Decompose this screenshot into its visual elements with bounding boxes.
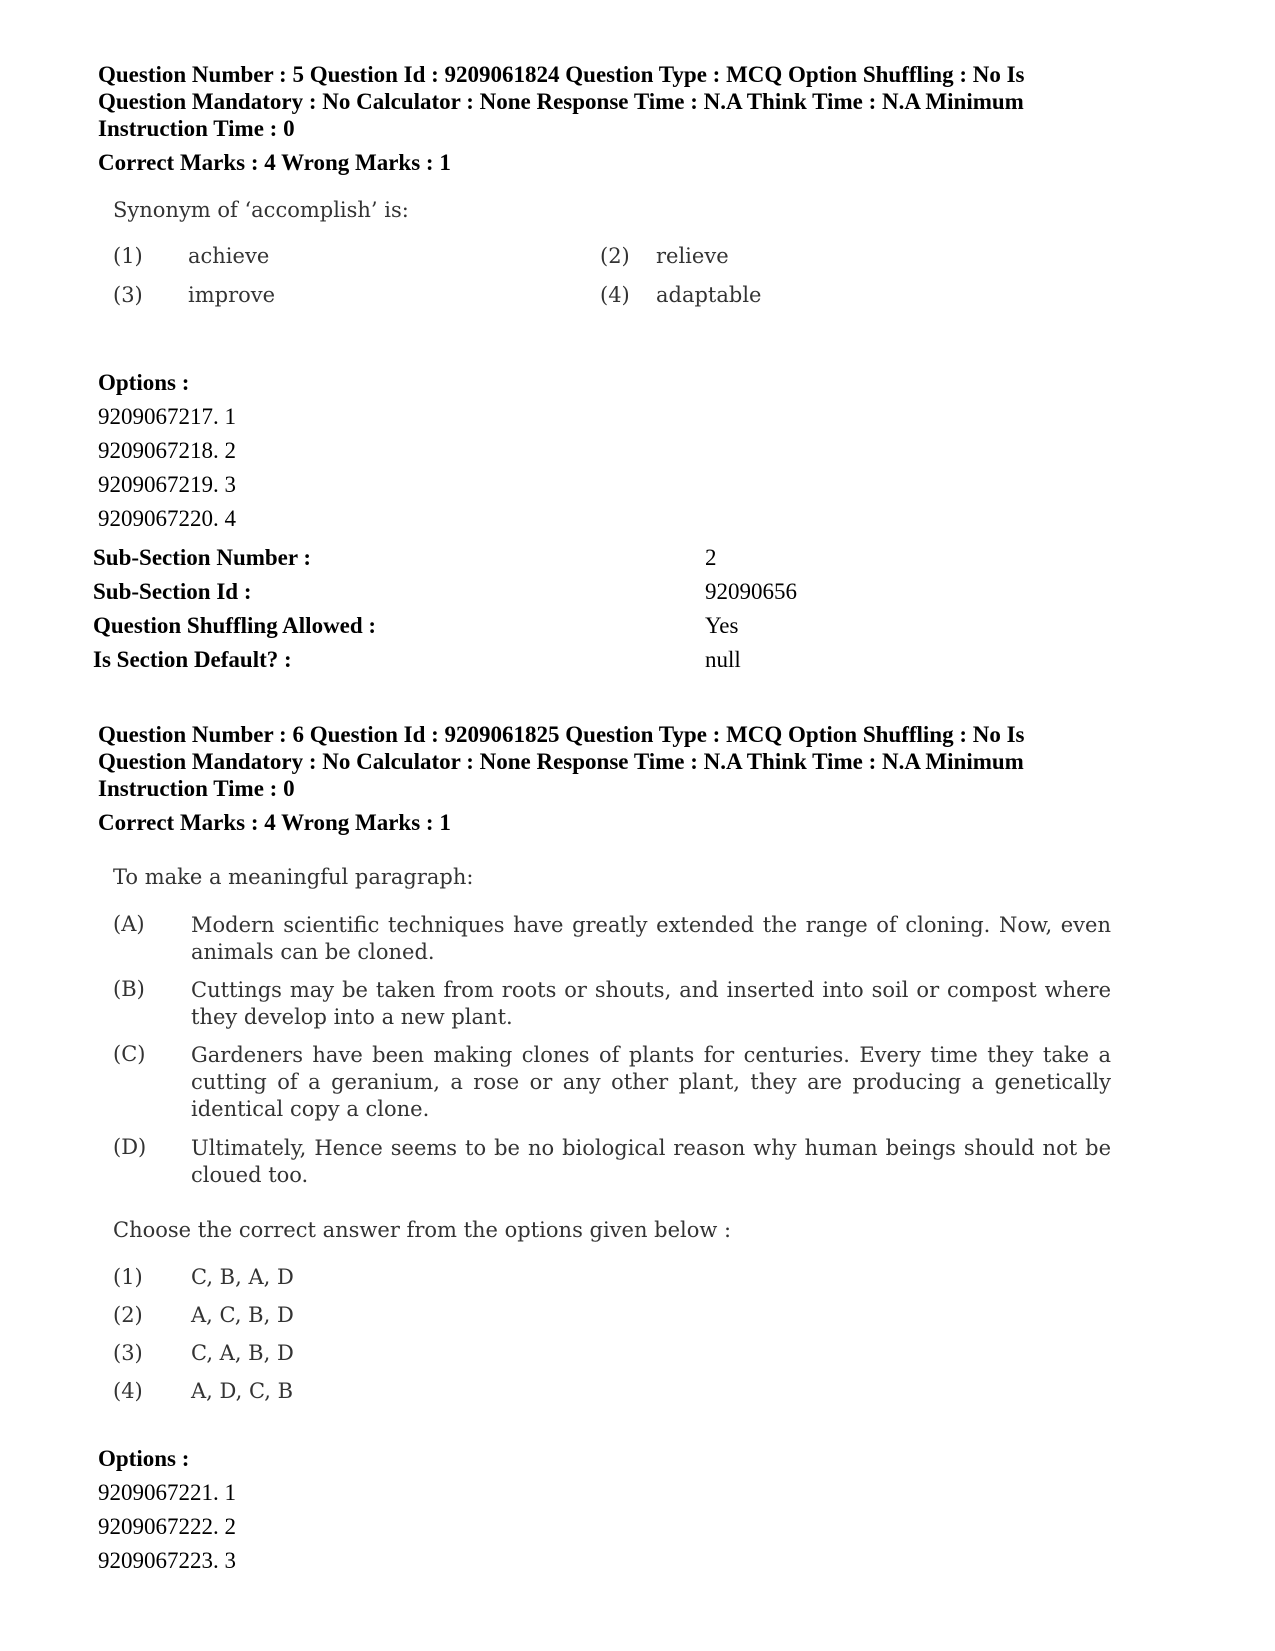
q6-choice-1-num: (1): [113, 1265, 143, 1289]
section-default-label: Is Section Default? :: [93, 647, 292, 672]
q6-para-a-text: Modern scientific techniques have greatly extended the range of cloning. Now, even animals can be cloned.: [191, 913, 1111, 964]
q5-choice-1-text: achieve: [188, 244, 270, 268]
q5-choice-4-num: (4): [600, 283, 630, 307]
q5-stem: Synonym of ‘accomplish’ is:: [113, 198, 409, 222]
subsection-number-label: Sub-Section Number :: [93, 545, 312, 570]
subsection-id-value: 92090656: [705, 579, 797, 604]
q5-option-3: 9209067219. 3: [98, 472, 236, 497]
q5-option-2: 9209067218. 2: [98, 438, 236, 463]
section-default-value: null: [705, 647, 741, 672]
q6-choice-1-text: C, B, A, D: [191, 1265, 294, 1289]
q6-para-b-label: (B): [113, 977, 145, 1001]
q5-option-4: 9209067220. 4: [98, 506, 236, 531]
q6-para-d-label: (D): [113, 1135, 147, 1159]
q6-options-title: Options :: [98, 1446, 190, 1471]
q5-choice-3-text: improve: [188, 283, 276, 307]
q5-option-1: 9209067217. 1: [98, 404, 236, 429]
q5-choice-1-num: (1): [113, 244, 143, 268]
subsection-number-value: 2: [705, 545, 717, 570]
question-shuffling-label: Question Shuffling Allowed :: [93, 613, 377, 638]
q5-choice-3-num: (3): [113, 283, 143, 307]
q6-marks: Correct Marks : 4 Wrong Marks : 1: [98, 810, 451, 835]
q5-meta: Question Number : 5 Question Id : 9209061824 Question Type : MCQ Option Shuffling : No Is Question Mandatory : No Calculator : None Response Time : N.A Think Time : N.A Minimum Instruction Time : 0: [98, 62, 1025, 141]
q6-choice-4-num: (4): [113, 1379, 143, 1403]
q6-option-2: 9209067222. 2: [98, 1514, 236, 1539]
q6-stem: To make a meaningful paragraph:: [113, 865, 474, 889]
q6-choice-3-text: C, A, B, D: [191, 1341, 294, 1365]
q6-choice-4-text: A, D, C, B: [191, 1379, 294, 1403]
q6-meta: Question Number : 6 Question Id : 9209061825 Question Type : MCQ Option Shuffling : No Is Question Mandatory : No Calculator : None Response Time : N.A Think Time : N.A Minimum Instruction Time : 0: [98, 722, 1025, 801]
q5-choice-4-text: adaptable: [656, 283, 762, 307]
q6-para-d-text: Ultimately, Hence seems to be no biological reason why human beings should not be cloued too.: [191, 1136, 1111, 1187]
subsection-id-label: Sub-Section Id :: [93, 579, 252, 604]
q6-choice-2-num: (2): [113, 1303, 143, 1327]
q5-choice-2-text: relieve: [656, 244, 729, 268]
q6-choice-3-num: (3): [113, 1341, 143, 1365]
q6-choice-2-text: A, C, B, D: [191, 1303, 294, 1327]
q6-para-c-text: Gardeners have been making clones of plants for centuries. Every time they take a cutting of a geranium, a rose or any other plant, they are producing a genetically identical copy a clone.: [191, 1043, 1111, 1121]
q6-instruction: Choose the correct answer from the options given below :: [113, 1218, 732, 1242]
q6-para-b-text: Cuttings may be taken from roots or shouts, and inserted into soil or compost where they develop into a new plant.: [191, 978, 1111, 1029]
q6-option-1: 9209067221. 1: [98, 1480, 236, 1505]
q5-marks: Correct Marks : 4 Wrong Marks : 1: [98, 150, 451, 175]
question-shuffling-value: Yes: [705, 613, 739, 638]
q6-para-c-label: (C): [113, 1042, 146, 1066]
q6-option-3: 9209067223. 3: [98, 1548, 236, 1573]
q6-para-a-label: (A): [113, 912, 145, 936]
q5-choice-2-num: (2): [600, 244, 630, 268]
q5-options-title: Options :: [98, 370, 190, 395]
